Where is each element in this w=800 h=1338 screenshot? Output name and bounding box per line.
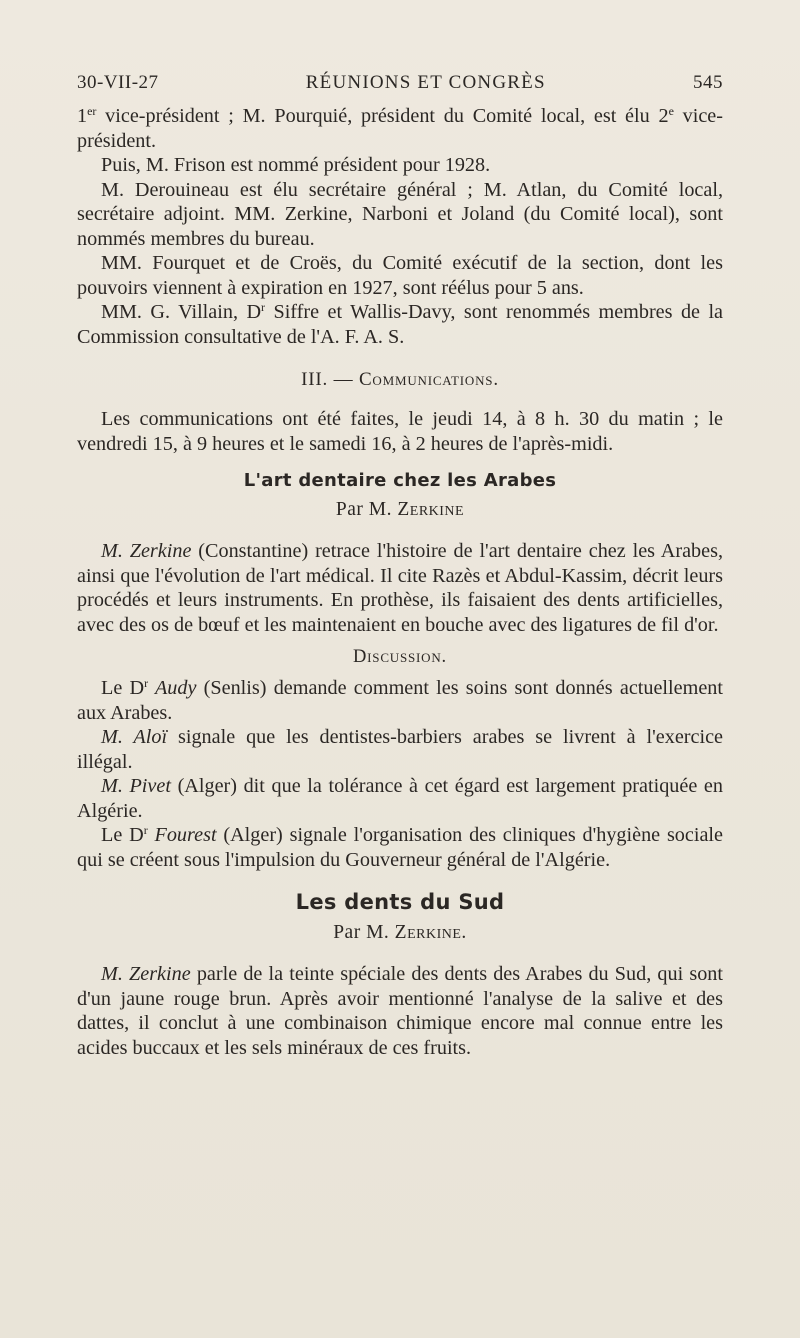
communications-paragraph: Les communications ont été faites, le jeudi 14, à 8 h. 30 du matin ; le vendredi 15, à 9 heures et le samedi 16, à 2 heures de l'après-midi. <box>77 408 723 455</box>
intro-paragraph-4: MM. Fourquet et de Croës, du Comité exécutif de la section, dont les pouvoirs viennent à expiration en 1927, sont réélus pour 5 ans. <box>77 252 723 299</box>
article-title-art-dentaire: L'art dentaire chez les Arabes <box>243 470 557 491</box>
section-heading-communications: III. — Communications. <box>301 369 499 390</box>
discussion-audy: Le $D^r$ Audy (Senlis) demande comment les soins sont donnés actuellement aux Arabes. <box>77 676 723 724</box>
intro-paragraph-2: Puis, M. Frison est nommé président pour 1928. <box>101 154 491 176</box>
discussion-fourest: Le $D^r$ Fourest (Alger) signale l'organisation des cliniques d'hygiène sociale qui se créent sous l'impulsion du Gouverneur général de l'Algérie. <box>77 823 723 871</box>
discussion-pivet: M. Pivet (Alger) dit que la tolérance à cet égard est largement pratiquée en Algérie. <box>77 775 723 822</box>
article1-paragraph: M. Zerkine (Constantine) retrace l'histoire de l'art dentaire chez les Arabes, ainsi que l'évolution de l'art médical. Il cite Razès et Abdul-Kassim, décrit leurs procédés et leurs instruments. En prothèse, ils faisaient des dents artificielles, avec des os de bœuf et les maintenaient en bouche avec des ligatures de fil d'or. <box>77 540 724 636</box>
article-title-dents-du-sud: Les dents du Sud <box>295 890 505 914</box>
discussion-heading: Discussion. <box>353 647 447 667</box>
discussion-aloi: M. Aloï signale que les dentistes-barbiers arabes se livrent à l'exercice illégal. <box>77 726 723 773</box>
article-byline-2: Par M. Zerkine. <box>333 922 467 943</box>
running-head <box>77 72 723 94</box>
page-content <box>77 72 723 1060</box>
intro-paragraph-1: 1er vice-président ; M. Pourquié, président du Comité local, est élu 2e vice-président. <box>77 104 723 152</box>
page-number: 545 <box>692 72 723 93</box>
intro-paragraph-5: MM. G. Villain, $D^r$ Siffre et Wallis-Davy, sont renommés membres de la Commission consultative de l'A. F. A. S. <box>77 300 724 348</box>
intro-paragraph-3: M. Derouineau est élu secrétaire général ; M. Atlan, du Comité local, secrétaire adjoint. MM. Zerkine, Narboni et Joland (du Comité local), sont nommés membres du bureau. <box>77 178 723 250</box>
header-title: RÉUNIONS ET CONGRÈS <box>305 72 546 93</box>
article-byline-1: Par M. Zerkine <box>335 499 465 520</box>
article2-paragraph: M. Zerkine parle de la teinte spéciale des dents des Arabes du Sud, qui sont d'un jaune rouge brun. Après avoir mentionné l'analyse de la salive et des dattes, il conclut à une combinaison chimique encore mal connue entre les acides buccaux et les sels minéraux de ces fruits. <box>77 963 724 1059</box>
header-date: 30-VII-27 <box>77 72 159 93</box>
